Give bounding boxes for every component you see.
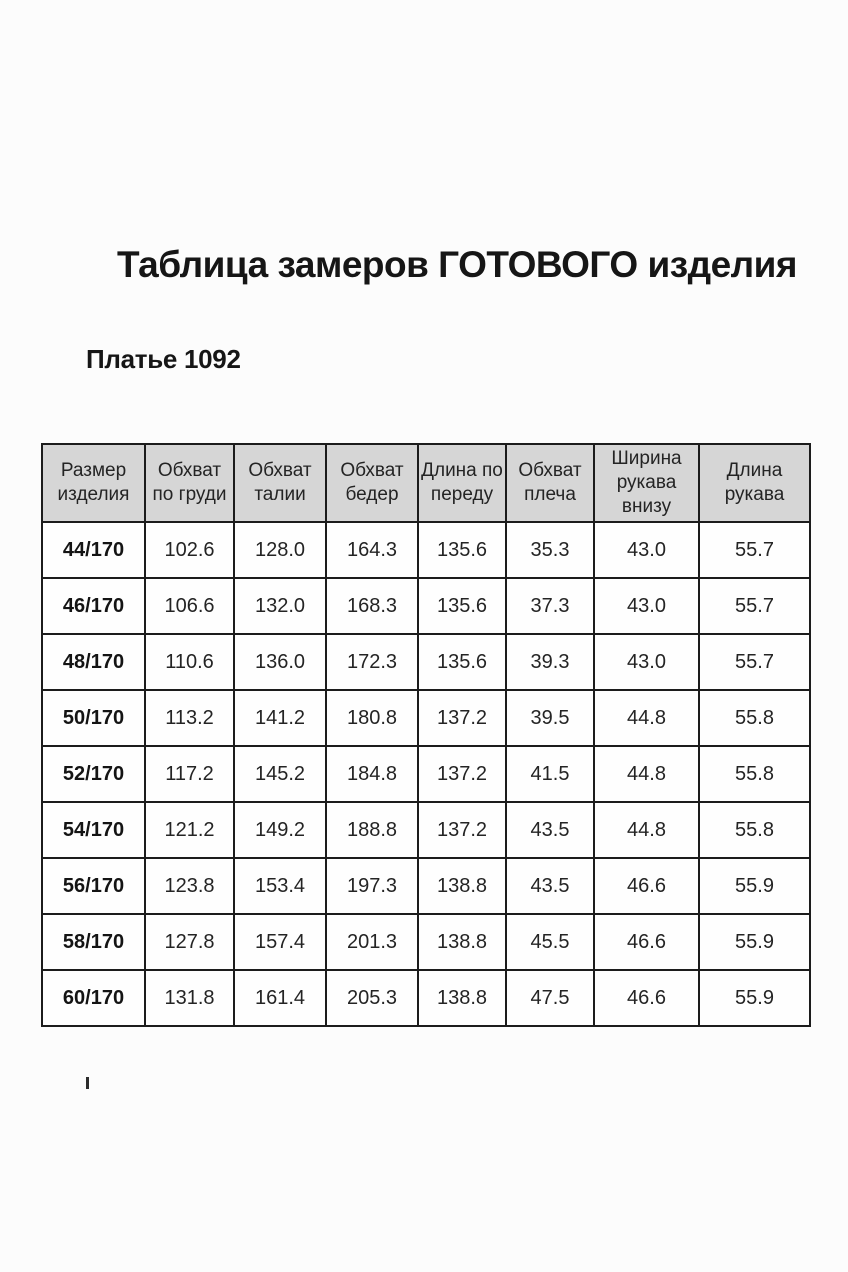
value-cell: 43.0 (594, 578, 699, 634)
value-cell: 138.8 (418, 858, 506, 914)
column-header-size: Размер изделия (42, 444, 145, 522)
value-cell: 137.2 (418, 802, 506, 858)
value-cell: 55.7 (699, 522, 810, 578)
value-cell: 106.6 (145, 578, 234, 634)
value-cell: 188.8 (326, 802, 418, 858)
value-cell: 43.5 (506, 802, 594, 858)
header-row (42, 444, 810, 522)
column-header-chest: Обхват по груди (145, 444, 234, 522)
value-cell: 135.6 (418, 578, 506, 634)
value-cell: 44.8 (594, 802, 699, 858)
column-header-sleeve-width: Ширина рукава внизу (594, 444, 699, 522)
value-cell: 136.0 (234, 634, 326, 690)
value-cell: 135.6 (418, 634, 506, 690)
value-cell: 153.4 (234, 858, 326, 914)
value-cell: 127.8 (145, 914, 234, 970)
value-cell: 45.5 (506, 914, 594, 970)
value-cell: 131.8 (145, 970, 234, 1026)
value-cell: 44.8 (594, 690, 699, 746)
page-title: Таблица замеров ГОТОВОГО изделия (116, 244, 798, 285)
value-cell: 128.0 (234, 522, 326, 578)
value-cell: 184.8 (326, 746, 418, 802)
value-cell: 44.8 (594, 746, 699, 802)
size-cell: 54/170 (42, 802, 145, 858)
value-cell: 43.0 (594, 522, 699, 578)
value-cell: 46.6 (594, 914, 699, 970)
column-header-waist: Обхват талии (234, 444, 326, 522)
size-cell: 48/170 (42, 634, 145, 690)
value-cell: 35.3 (506, 522, 594, 578)
value-cell: 205.3 (326, 970, 418, 1026)
value-cell: 46.6 (594, 858, 699, 914)
value-cell: 102.6 (145, 522, 234, 578)
column-header-arm-girth: Обхват плеча (506, 444, 594, 522)
value-cell: 55.8 (699, 746, 810, 802)
size-cell: 46/170 (42, 578, 145, 634)
value-cell: 141.2 (234, 690, 326, 746)
value-cell: 121.2 (145, 802, 234, 858)
value-cell: 123.8 (145, 858, 234, 914)
value-cell: 43.0 (594, 634, 699, 690)
stray-mark (86, 1077, 89, 1089)
column-header-sleeve-length: Длина рукава (699, 444, 810, 522)
value-cell: 55.9 (699, 858, 810, 914)
table-row (42, 634, 810, 690)
measurements-table (41, 443, 811, 1027)
value-cell: 201.3 (326, 914, 418, 970)
value-cell: 39.5 (506, 690, 594, 746)
value-cell: 137.2 (418, 690, 506, 746)
value-cell: 180.8 (326, 690, 418, 746)
value-cell: 149.2 (234, 802, 326, 858)
value-cell: 55.9 (699, 970, 810, 1026)
table-row (42, 690, 810, 746)
table-row (42, 746, 810, 802)
column-header-hips: Обхват бедер (326, 444, 418, 522)
table-row (42, 858, 810, 914)
table-row (42, 802, 810, 858)
size-cell: 60/170 (42, 970, 145, 1026)
value-cell: 46.6 (594, 970, 699, 1026)
size-cell: 44/170 (42, 522, 145, 578)
value-cell: 145.2 (234, 746, 326, 802)
table-row (42, 970, 810, 1026)
value-cell: 117.2 (145, 746, 234, 802)
value-cell: 138.8 (418, 970, 506, 1026)
value-cell: 55.8 (699, 802, 810, 858)
value-cell: 138.8 (418, 914, 506, 970)
value-cell: 113.2 (145, 690, 234, 746)
size-cell: 52/170 (42, 746, 145, 802)
table-row (42, 522, 810, 578)
value-cell: 132.0 (234, 578, 326, 634)
column-header-front-length: Длина по переду (418, 444, 506, 522)
value-cell: 172.3 (326, 634, 418, 690)
value-cell: 157.4 (234, 914, 326, 970)
table-row (42, 578, 810, 634)
value-cell: 55.9 (699, 914, 810, 970)
value-cell: 137.2 (418, 746, 506, 802)
value-cell: 39.3 (506, 634, 594, 690)
value-cell: 161.4 (234, 970, 326, 1026)
value-cell: 47.5 (506, 970, 594, 1026)
value-cell: 43.5 (506, 858, 594, 914)
size-cell: 56/170 (42, 858, 145, 914)
table-row (42, 914, 810, 970)
value-cell: 197.3 (326, 858, 418, 914)
value-cell: 55.7 (699, 578, 810, 634)
value-cell: 37.3 (506, 578, 594, 634)
size-cell: 50/170 (42, 690, 145, 746)
value-cell: 135.6 (418, 522, 506, 578)
value-cell: 164.3 (326, 522, 418, 578)
value-cell: 55.7 (699, 634, 810, 690)
size-cell: 58/170 (42, 914, 145, 970)
value-cell: 110.6 (145, 634, 234, 690)
product-name: Платье 1092 (86, 344, 241, 374)
value-cell: 41.5 (506, 746, 594, 802)
value-cell: 55.8 (699, 690, 810, 746)
value-cell: 168.3 (326, 578, 418, 634)
